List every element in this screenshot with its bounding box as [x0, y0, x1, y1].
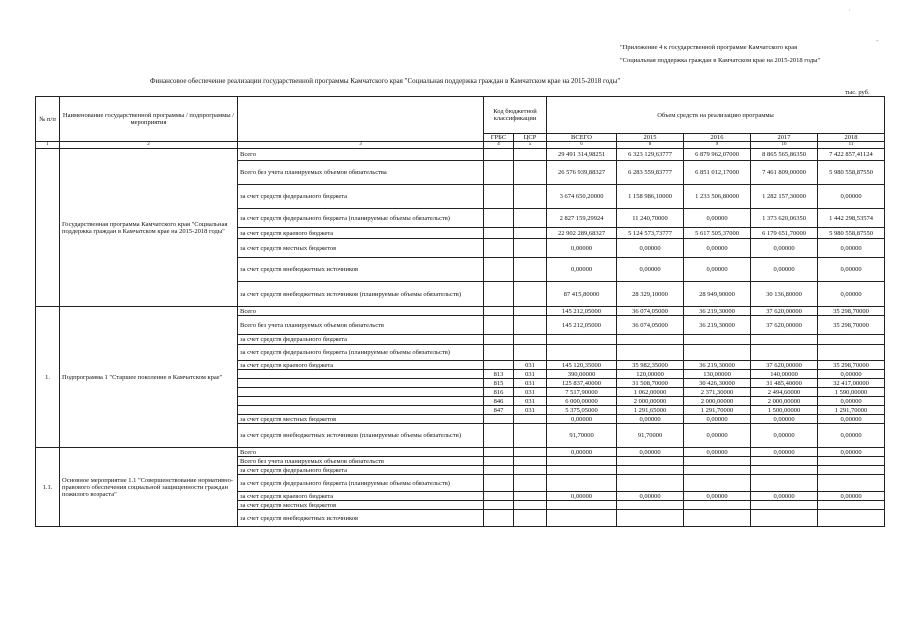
amount-y2016: 1 291,70000	[684, 406, 751, 415]
csr-code: 031	[514, 370, 547, 379]
amount-total	[547, 457, 617, 466]
funding-source-label: за счет средств внебюджетных источников (планируемые объемы обязательств)	[238, 424, 484, 448]
amount-y2018: 0,00000	[818, 424, 885, 448]
amount-y2016	[684, 335, 751, 345]
document-title: Финансовое обеспечение реализации государственной программы Камчатского края "Социальная поддержка граждан в Камчатском крае на 2015-2018 годы"	[150, 77, 621, 85]
grbs-code: 813	[484, 370, 514, 379]
grbs-code	[484, 415, 514, 424]
appendix-line-2: "Социальная поддержка граждан в Камчатском крае на 2015-2018 годы"	[620, 57, 821, 64]
row-number: 1.1.	[36, 448, 60, 527]
col-header-total: ВСЕГО	[547, 134, 617, 142]
column-index-cell: 8	[617, 142, 684, 149]
grbs-code	[484, 316, 514, 335]
amount-y2016: 0,00000	[684, 415, 751, 424]
amount-y2016: 6 879 962,07000	[684, 149, 751, 161]
csr-code	[514, 457, 547, 466]
funding-source-label: за счет средств местных бюджетов	[238, 239, 484, 258]
amount-y2017	[751, 510, 818, 527]
csr-code	[514, 209, 547, 228]
amount-y2018	[818, 510, 885, 527]
csr-code	[514, 307, 547, 316]
amount-y2016: 0,00000	[684, 492, 751, 501]
amount-y2018: 0,00000	[818, 397, 885, 406]
amount-y2017: 0,00000	[751, 415, 818, 424]
grbs-code	[484, 307, 514, 316]
col-header-csr: ЦСР	[514, 134, 547, 142]
grbs-code	[484, 361, 514, 370]
amount-total: 0,00000	[547, 492, 617, 501]
funding-source-label: Всего без учета планируемых объемов обязательств	[238, 457, 484, 466]
funding-source-label: за счет средств внебюджетных источников	[238, 510, 484, 527]
grbs-code	[484, 149, 514, 161]
amount-y2016: 0,00000	[684, 448, 751, 457]
amount-y2015: 120,00000	[617, 370, 684, 379]
finance-table	[35, 96, 885, 527]
amount-y2015	[617, 466, 684, 475]
csr-code	[514, 448, 547, 457]
amount-total: 3 674 650,20000	[547, 185, 617, 209]
amount-y2017: 0,00000	[751, 258, 818, 282]
amount-total: 0,00000	[547, 258, 617, 282]
grbs-code	[484, 228, 514, 239]
amount-total: 87 415,80000	[547, 282, 617, 307]
amount-y2015: 0,00000	[617, 448, 684, 457]
funding-source-label: Всего без учета планируемых объемов обязательств	[238, 316, 484, 335]
column-index-cell: 5	[514, 142, 547, 149]
column-index-cell: 11	[818, 142, 885, 149]
grbs-code	[484, 492, 514, 501]
amount-y2015: 28 329,10000	[617, 282, 684, 307]
amount-total: 2 827 159,29924	[547, 209, 617, 228]
amount-y2018: 1 291,70000	[818, 406, 885, 415]
col-header-name: Наименование государственной программы / подпрограммы / мероприятия	[60, 97, 238, 142]
amount-y2016: 0,00000	[684, 239, 751, 258]
amount-y2015: 0,00000	[617, 239, 684, 258]
amount-y2015: 6 283 559,83777	[617, 161, 684, 185]
csr-code	[514, 149, 547, 161]
amount-y2016	[684, 475, 751, 492]
amount-total: 0,00000	[547, 448, 617, 457]
amount-y2016: 2 371,30000	[684, 388, 751, 397]
grbs-code: 846	[484, 397, 514, 406]
grbs-code	[484, 282, 514, 307]
amount-y2018	[818, 501, 885, 510]
csr-code: 031	[514, 379, 547, 388]
column-index-cell: 2	[60, 142, 238, 149]
col-header-2018: 2018	[818, 134, 885, 142]
amount-y2015	[617, 510, 684, 527]
row-number	[36, 149, 60, 307]
amount-y2017: 37 620,00000	[751, 307, 818, 316]
program-name: Основное мероприятие 1.1 "Совершенствование нормативно-правового обеспечения социальной защищенности граждан пожилого возраста"	[60, 448, 238, 527]
amount-y2016: 36 219,30000	[684, 361, 751, 370]
amount-y2015: 0,00000	[617, 258, 684, 282]
amount-y2016	[684, 501, 751, 510]
grbs-code	[484, 457, 514, 466]
amount-y2017: 37 620,00000	[751, 361, 818, 370]
amount-y2016: 2 000,00000	[684, 397, 751, 406]
amount-total: 145 212,05000	[547, 307, 617, 316]
csr-code	[514, 510, 547, 527]
amount-y2016: 0,00000	[684, 424, 751, 448]
funding-source-label: за счет средств федерального бюджета (планируемые объемы обязательств)	[238, 475, 484, 492]
amount-total: 22 902 289,68327	[547, 228, 617, 239]
funding-source-label	[238, 379, 484, 388]
amount-y2016: 1 233 506,80000	[684, 185, 751, 209]
amount-y2017: 140,00000	[751, 370, 818, 379]
csr-code	[514, 258, 547, 282]
amount-y2015: 1 062,00000	[617, 388, 684, 397]
csr-code	[514, 161, 547, 185]
csr-code: 031	[514, 388, 547, 397]
amount-y2018: 1 590,00000	[818, 388, 885, 397]
amount-total: 6 000,00000	[547, 397, 617, 406]
grbs-code	[484, 185, 514, 209]
funding-source-label: за счет средств краевого бюджета	[238, 361, 484, 370]
amount-y2017: 1 282 157,30000	[751, 185, 818, 209]
amount-y2018: 32 417,00000	[818, 379, 885, 388]
grbs-code: 815	[484, 379, 514, 388]
amount-y2017: 2 494,60000	[751, 388, 818, 397]
amount-y2018: 0,00000	[818, 239, 885, 258]
funding-source-label: за счет средств местных бюджетов	[238, 415, 484, 424]
amount-y2016	[684, 510, 751, 527]
amount-y2017: 2 000,00000	[751, 397, 818, 406]
amount-y2017: 1 373 620,06350	[751, 209, 818, 228]
csr-code: 031	[514, 361, 547, 370]
amount-y2015	[617, 501, 684, 510]
funding-source-label	[238, 388, 484, 397]
amount-y2016: 28 949,90000	[684, 282, 751, 307]
grbs-code: 847	[484, 406, 514, 415]
amount-y2015: 31 508,70000	[617, 379, 684, 388]
amount-y2015: 11 240,70000	[617, 209, 684, 228]
amount-y2016: 0,00000	[684, 258, 751, 282]
col-header-num: № п/п	[36, 97, 60, 142]
column-index-cell: 10	[751, 142, 818, 149]
amount-y2018: 0,00000	[818, 185, 885, 209]
amount-y2015: 36 074,05000	[617, 316, 684, 335]
table-row	[36, 448, 885, 457]
amount-y2015: 5 124 573,73777	[617, 228, 684, 239]
funding-source-label: за счет средств внебюджетных источников (планируемые объемы обязательств)	[238, 282, 484, 307]
amount-y2017: 1 500,00000	[751, 406, 818, 415]
funding-source-label: за счет средств федерального бюджета (планируемые объемы обязательств)	[238, 345, 484, 361]
amount-y2018	[818, 345, 885, 361]
csr-code	[514, 475, 547, 492]
col-header-2016: 2016	[684, 134, 751, 142]
grbs-code	[484, 424, 514, 448]
amount-y2015	[617, 457, 684, 466]
amount-y2015	[617, 475, 684, 492]
amount-total: 5 375,05000	[547, 406, 617, 415]
column-index-cell: 1	[36, 142, 60, 149]
amount-y2015: 1 158 986,10000	[617, 185, 684, 209]
amount-y2017	[751, 345, 818, 361]
amount-total	[547, 501, 617, 510]
amount-y2018	[818, 335, 885, 345]
amount-y2017	[751, 457, 818, 466]
csr-code	[514, 185, 547, 209]
amount-y2015: 1 291,65000	[617, 406, 684, 415]
funding-source-label: за счет средств внебюджетных источников	[238, 258, 484, 282]
funding-source-label: Всего	[238, 149, 484, 161]
grbs-code	[484, 466, 514, 475]
csr-code: 031	[514, 406, 547, 415]
col-header-2015: 2015	[617, 134, 684, 142]
amount-y2018	[818, 466, 885, 475]
amount-y2015	[617, 335, 684, 345]
table-row	[36, 307, 885, 316]
amount-y2018	[818, 457, 885, 466]
amount-y2017: 0,00000	[751, 492, 818, 501]
csr-code	[514, 415, 547, 424]
amount-y2018: 0,00000	[818, 492, 885, 501]
amount-y2018: 0,00000	[818, 415, 885, 424]
amount-y2017	[751, 501, 818, 510]
grbs-code	[484, 335, 514, 345]
program-name: Подпрограмма 1 "Старшее поколение в Камчатском крае"	[60, 307, 238, 448]
amount-y2015: 6 323 129,63777	[617, 149, 684, 161]
amount-total	[547, 510, 617, 527]
csr-code	[514, 239, 547, 258]
amount-total: 390,00000	[547, 370, 617, 379]
column-index-cell: 4	[484, 142, 514, 149]
csr-code	[514, 345, 547, 361]
column-index-cell: 9	[684, 142, 751, 149]
amount-total	[547, 345, 617, 361]
amount-y2017: 30 136,80000	[751, 282, 818, 307]
amount-y2018: 5 980 558,87550	[818, 228, 885, 239]
col-header-grbs: ГРБС	[484, 134, 514, 142]
amount-y2017: 0,00000	[751, 448, 818, 457]
amount-y2017	[751, 466, 818, 475]
grbs-code	[484, 209, 514, 228]
amount-total: 29 491 314,98251	[547, 149, 617, 161]
amount-y2016: 5 617 505,37000	[684, 228, 751, 239]
amount-y2016: 6 851 012,17000	[684, 161, 751, 185]
amount-y2016	[684, 345, 751, 361]
amount-y2016	[684, 457, 751, 466]
amount-y2016: 36 219,30000	[684, 307, 751, 316]
amount-y2016: 130,00000	[684, 370, 751, 379]
program-name: Государственная программа Камчатского края "Социальная поддержка граждан в Камчатском крае на 2015-2018 годы"	[60, 149, 238, 307]
csr-code: 031	[514, 397, 547, 406]
col-header-code: Код бюджетной классификации	[484, 97, 547, 134]
amount-y2015	[617, 345, 684, 361]
amount-total: 0,00000	[547, 415, 617, 424]
amount-total	[547, 335, 617, 345]
amount-y2017: 31 485,40000	[751, 379, 818, 388]
amount-y2017: 37 620,00000	[751, 316, 818, 335]
unit-label: тыс. руб.	[845, 89, 870, 96]
amount-y2015: 35 982,35000	[617, 361, 684, 370]
amount-total	[547, 475, 617, 492]
amount-y2017: 8 865 565,86350	[751, 149, 818, 161]
col-header-volume: Объем средств на реализацию программы	[547, 97, 885, 134]
funding-source-label	[238, 406, 484, 415]
funding-source-label: за счет средств федерального бюджета (планируемые объемы обязательств)	[238, 209, 484, 228]
amount-y2016: 30 426,30000	[684, 379, 751, 388]
amount-y2015: 0,00000	[617, 492, 684, 501]
grbs-code	[484, 161, 514, 185]
funding-source-label	[238, 370, 484, 379]
row-number: 1.	[36, 307, 60, 448]
column-index-cell: 3	[238, 142, 484, 149]
amount-y2017: 0,00000	[751, 424, 818, 448]
csr-code	[514, 501, 547, 510]
funding-source-label: за счет средств краевого бюджета	[238, 492, 484, 501]
amount-y2018: 5 980 558,87550	[818, 161, 885, 185]
csr-code	[514, 335, 547, 345]
grbs-code	[484, 448, 514, 457]
csr-code	[514, 228, 547, 239]
csr-code	[514, 424, 547, 448]
amount-y2017: 6 179 651,70000	[751, 228, 818, 239]
column-index-row	[36, 142, 885, 149]
funding-source-label: Всего	[238, 307, 484, 316]
amount-y2018: 1 442 298,53574	[818, 209, 885, 228]
amount-y2016: 0,00000	[684, 209, 751, 228]
amount-y2018: 35 298,70000	[818, 316, 885, 335]
appendix-line-1: "Приложение 4 к государственной программе Камчатского края	[620, 44, 798, 51]
funding-source-label: Всего	[238, 448, 484, 457]
grbs-code	[484, 501, 514, 510]
amount-y2018: 0,00000	[818, 282, 885, 307]
grbs-code: 816	[484, 388, 514, 397]
funding-source-label	[238, 397, 484, 406]
amount-total: 7 517,90000	[547, 388, 617, 397]
amount-total: 125 837,40000	[547, 379, 617, 388]
amount-y2015: 0,00000	[617, 415, 684, 424]
csr-code	[514, 316, 547, 335]
amount-total: 145 120,35000	[547, 361, 617, 370]
column-index-cell: 6	[547, 142, 617, 149]
col-header-2017: 2017	[751, 134, 818, 142]
grbs-code	[484, 475, 514, 492]
grbs-code	[484, 239, 514, 258]
amount-y2018: 35 298,70000	[818, 307, 885, 316]
amount-y2015: 91,70000	[617, 424, 684, 448]
csr-code	[514, 492, 547, 501]
amount-y2017	[751, 475, 818, 492]
table-row	[36, 149, 885, 161]
amount-y2018	[818, 475, 885, 492]
amount-y2018: 0,00000	[818, 448, 885, 457]
amount-y2018: 0,00000	[818, 370, 885, 379]
csr-code	[514, 466, 547, 475]
amount-total: 145 212,05000	[547, 316, 617, 335]
amount-total: 0,00000	[547, 239, 617, 258]
amount-y2016: 36 219,30000	[684, 316, 751, 335]
amount-y2015: 36 074,05000	[617, 307, 684, 316]
amount-y2018: 35 298,70000	[818, 361, 885, 370]
funding-source-label: за счет средств федерального бюджета	[238, 466, 484, 475]
grbs-code	[484, 258, 514, 282]
amount-total	[547, 466, 617, 475]
funding-source-label: Всего без учета планируемых объемов обязательства	[238, 161, 484, 185]
scan-mark: -	[876, 36, 879, 45]
amount-y2018: 0,00000	[818, 258, 885, 282]
amount-y2016	[684, 466, 751, 475]
funding-source-label: за счет средств краевого бюджета	[238, 228, 484, 239]
col-header-label	[238, 97, 484, 142]
amount-y2017	[751, 335, 818, 345]
funding-source-label: за счет средств федерального бюджета	[238, 335, 484, 345]
funding-source-label: за счет средств местных бюджетов	[238, 501, 484, 510]
grbs-code	[484, 345, 514, 361]
amount-total: 26 576 939,88327	[547, 161, 617, 185]
csr-code	[514, 282, 547, 307]
scan-mark: ˙	[848, 8, 851, 17]
amount-y2015: 2 000,00000	[617, 397, 684, 406]
grbs-code	[484, 510, 514, 527]
amount-total: 91,70000	[547, 424, 617, 448]
funding-source-label: за счет средств федерального бюджета	[238, 185, 484, 209]
amount-y2017: 0,00000	[751, 239, 818, 258]
amount-y2018: 7 422 857,41124	[818, 149, 885, 161]
amount-y2017: 7 461 809,00000	[751, 161, 818, 185]
